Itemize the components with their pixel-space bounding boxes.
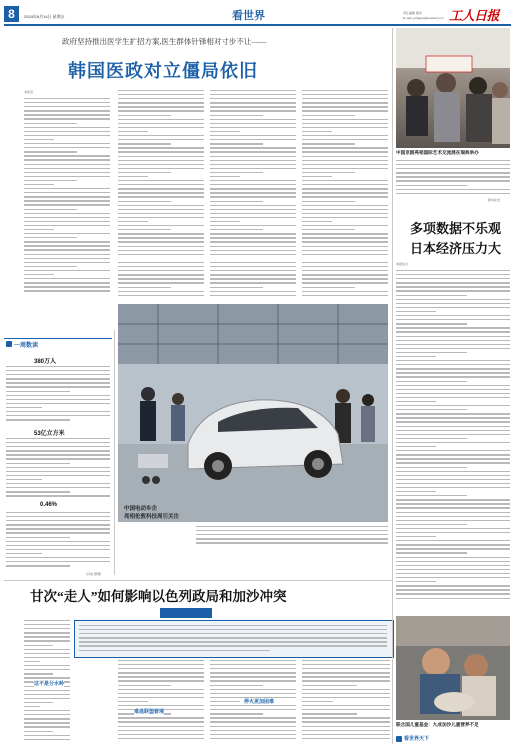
second-sub-2: 难逃联盟窘境 [134,709,165,715]
car-photo-caption-text [196,526,388,550]
footer-tag-icon [396,736,402,742]
box-stat-1: 380万人 [34,359,57,365]
box-credit: (冷岚 整理) [86,572,102,576]
box-title: 一周数读 [14,343,39,349]
left-box-rule [4,338,112,339]
page-number: 8 [8,7,15,21]
second-sub-3: 停火更加困难 [244,699,275,705]
mid-column-c [302,262,388,302]
lead-byline: 本报讯 [24,90,34,94]
page-number-box [4,6,19,22]
sidebar-top-text [396,160,510,200]
gaza-children-scene [396,616,510,720]
box-stat-1-text [6,366,110,426]
second-headline: 甘次“走人”如何影响以色列政局和加沙冲突 [30,589,287,604]
second-story-rule [4,580,392,581]
box-stat-3: 0.46% [40,502,58,508]
editor-line-2: E-mail: grrbgjxw@workercn.cn [403,16,444,20]
reading-tip-label [160,608,212,618]
protest-photo [396,28,510,148]
sidebar-top-caption: 中国京剧亮相国际艺术交流展在瑞典举办 [396,150,479,155]
right-headline-line-1: 多项数据不乐观 [410,221,502,236]
footer-tag: 看世界天下 [404,736,430,742]
column-rule-right [392,28,393,744]
section-title: 看世界 [232,10,265,22]
lead-column-3 [210,90,296,260]
masthead-rule [4,24,511,26]
box-stat-2: 53亿立方米 [34,431,65,437]
box-stat-3-text [6,512,110,572]
gaza-children-photo [396,616,510,720]
box-stat-2-text [6,438,110,502]
lead-column-2 [118,90,204,260]
car-show-scene [118,304,388,522]
car-photo-caption-line-1: 中国电动车企 [124,506,158,512]
mid-column-a [118,262,204,302]
second-sub-1: 这不是分水岭 [34,681,65,687]
lead-column-4 [302,90,388,260]
lead-kicker: 政府坚持推出医学生扩招方案,医生群体针锋相对寸步不让—— [62,37,267,46]
date-line: 2024年6月14日 星期五 [24,14,65,19]
right-article-text [396,270,510,610]
lead-headline: 韩国医政对立僵局依旧 [68,61,258,81]
car-photo-caption-line-2: 亮相伦敦科技周引关注 [124,514,180,520]
right-headline-line-2: 日本经济压力大 [410,241,502,256]
bottom-right-caption: 联合国儿童基金：九成加沙儿童营养不足 [396,722,479,727]
second-col-2 [118,660,204,744]
newspaper-logo: 工人日报 [449,8,500,23]
lead-column-1 [24,98,110,298]
car-show-photo [118,304,388,522]
box-title-icon [6,341,12,347]
right-headline-byline: 本报综合 [396,262,409,266]
editor-line-1: 责任编辑 郝洋 [403,11,422,15]
reading-tip-box [74,620,394,658]
second-col-4 [302,660,390,744]
sidebar-top-credit: 新华社发 [488,198,501,202]
column-rule-left [114,330,115,575]
reading-tip-lines [79,625,387,653]
mid-column-b [210,262,296,302]
protest-photo-figures [396,28,510,148]
